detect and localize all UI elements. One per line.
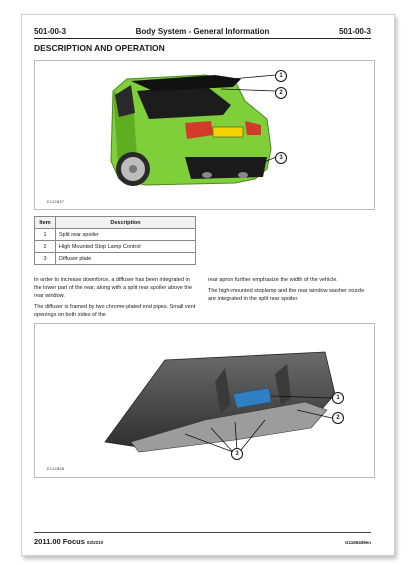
item-number: 2 <box>35 241 56 253</box>
car-rear-illustration <box>35 61 374 209</box>
section-title: DESCRIPTION AND OPERATION <box>34 43 165 53</box>
item-description: Diffuser plate <box>56 253 196 265</box>
footer-model-name: 2011.00 Focus <box>34 537 85 546</box>
figure-code: E112838 <box>47 466 65 471</box>
table-row <box>35 229 196 241</box>
section-number-right: 501-00-3 <box>338 27 371 36</box>
item-description: High Mounted Stop Lamp Control <box>56 241 196 253</box>
footer-doc-code: G1165408en <box>344 540 371 545</box>
page-footer <box>34 537 371 546</box>
header-rule <box>34 38 371 39</box>
table-row <box>35 253 196 265</box>
callout-1: 1 <box>332 392 344 404</box>
paragraph: rear apron further emphasize the width of the vehicle. <box>208 277 338 283</box>
page-header <box>34 27 371 36</box>
paragraph: The high-mounted stoplamp and the rear window washer nozzle are integrated in the split rear spoiler. <box>208 288 365 302</box>
callout-3: 3 <box>275 152 287 164</box>
callout-2: 2 <box>332 412 344 424</box>
paragraph: The diffuser is framed by two chrome-plated end pipes. Small vent openings on both sides of the <box>34 304 196 318</box>
table-row <box>35 241 196 253</box>
callout-1: 1 <box>275 70 287 82</box>
item-number: 3 <box>35 253 56 265</box>
text-column-right <box>208 276 372 306</box>
item-description: Split rear spoiler <box>56 229 196 241</box>
item-number: 1 <box>35 229 56 241</box>
item-description-table <box>34 216 196 265</box>
figure-spoiler-detail <box>34 323 375 478</box>
paragraph: In order to increase downforce, a diffuser has been integrated in the lower part of the rear, along with a split rear spoiler above the rear window. <box>34 277 193 299</box>
footer-edition: 03/2010 <box>86 540 104 545</box>
callout-2: 2 <box>275 87 287 99</box>
figure-code: E112837 <box>47 199 65 204</box>
spoiler-illustration <box>35 324 374 477</box>
header-title: Body System - General Information <box>135 27 270 36</box>
text-column-left <box>34 276 198 322</box>
header-description: Description <box>56 217 196 229</box>
section-number-left: 501-00-3 <box>34 27 67 36</box>
callout-3: 3 <box>231 448 243 460</box>
footer-rule <box>34 532 371 533</box>
footer-model <box>34 537 103 546</box>
header-item: Item <box>35 217 56 229</box>
table-header-row <box>35 217 196 229</box>
figure-car-rear <box>34 60 375 210</box>
